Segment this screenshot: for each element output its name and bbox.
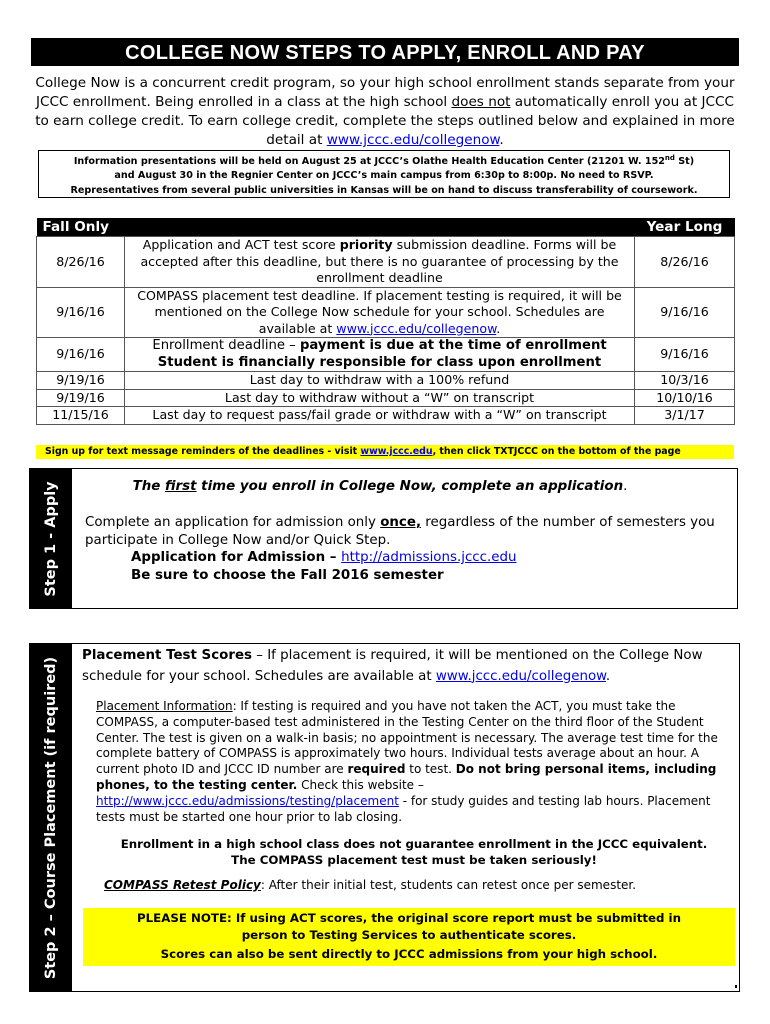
step1-label: Step 1 - Apply: [43, 480, 59, 597]
step1-sidebar: [30, 469, 72, 608]
table-header: [37, 218, 735, 237]
text-reminder-banner: Sign up for text message reminders of the deadlines - visit www.jccc.edu, then click TXTJCCC on the bottom of the page: [36, 445, 734, 459]
retest-policy: COMPASS Retest Policy: After their initial test, students can retest once per semester.: [104, 878, 637, 892]
intro-underlined: does not: [451, 94, 511, 110]
placement-test-scores: Placement Test Scores – If placement is required, it will be mentioned on the College Now schedule for your school. Schedules are available at www.jccc.edu/collegenow.: [82, 648, 703, 684]
please-note-box: PLEASE NOTE: If using ACT scores, the original score report must be submitted in person to Testing Services to authenticate scores. Scores can also be sent directly to JCCC admissions from your high school.: [83, 908, 735, 966]
fall-date: 9/19/16: [37, 389, 125, 407]
schedules-link[interactable]: www.jccc.edu/collegenow: [336, 320, 497, 336]
fall-date: 9/19/16: [37, 372, 125, 390]
table-row: [37, 389, 735, 407]
step2-label: Step 2 – Course Placement (if required): [43, 656, 59, 979]
step1-instructions: Complete an application for admission only once, regardless of the number of semesters you participate in College Now and/or Quick Step.: [85, 515, 715, 548]
application-line: Application for Admission – http://admissions.jccc.edu: [131, 550, 517, 565]
page-title: COLLEGE NOW STEPS TO APPLY, ENROLL AND PAY: [31, 38, 739, 66]
info-line-1: Information presentations will be held on August 25 at JCCC’s Olathe Health Education Center (21201 W. 152nd St): [73, 153, 695, 167]
fall-date: 9/16/16: [37, 287, 125, 338]
testing-placement-link[interactable]: http://www.jccc.edu/admissions/testing/placement: [96, 793, 399, 808]
deadline-description: Last day to request pass/fail grade or withdraw with a “W” on transcript: [125, 407, 635, 425]
admissions-link[interactable]: http://admissions.jccc.edu: [341, 550, 517, 565]
table-row: [37, 407, 735, 425]
page-mark: [735, 985, 737, 988]
deadline-description: COMPASS placement test deadline. If placement testing is required, it will be mentioned on the College Now schedule for your school. Schedules are available at www.jccc.edu/collegenow.: [125, 287, 635, 338]
header-spacer: [125, 218, 635, 237]
table-row: [37, 372, 735, 390]
table-row: [37, 237, 735, 288]
year-date: 10/3/16: [635, 372, 735, 390]
intro-text-2: automatically enroll you at JCCC to earn college credit. To earn college credit, complete the steps outlined below and explained in more detail at: [35, 94, 735, 148]
table-row: [37, 338, 735, 372]
deadline-description: Enrollment deadline – payment is due at the time of enrollment Student is financially responsible for class upon enrollment: [125, 338, 635, 372]
collegenow-link[interactable]: www.jccc.edu/collegenow: [326, 132, 500, 148]
header-year-long: Year Long: [635, 218, 735, 237]
info-presentations-box: [38, 150, 730, 198]
fall-date: 11/15/16: [37, 407, 125, 425]
jccc-home-link[interactable]: www.jccc.edu: [360, 446, 433, 457]
schedules-link-2[interactable]: www.jccc.edu/collegenow: [435, 668, 606, 684]
semester-line: Be sure to choose the Fall 2016 semester: [131, 567, 444, 583]
deadline-description: Application and ACT test score priority submission deadline. Forms will be accepted after this deadline, but there is no guarantee of processing by the enrollment deadline: [125, 237, 635, 288]
step1-body: [85, 514, 725, 584]
intro-text-1: College Now is a concurrent credit program, so your high school enrollment stands separate from your JCCC enrollment. Being enrolled in a class at the high school: [35, 75, 735, 110]
table-row: [37, 287, 735, 338]
info-line-2: and August 30 in the Regnier Center on JCCC’s main campus from 6:30p to 8:00p. No need to RSVP.: [114, 170, 654, 182]
info-line-3: Representatives from several public universities in Kansas will be on hand to discuss transferability of coursework.: [70, 184, 698, 196]
placement-information: Placement Information: If testing is required and you have not taken the ACT, you must take the COMPASS, a computer-based test administered in the Testing Center on the third floor of the Student Center. The test is given on a walk-in basis; no appointment is necessary. The average test time for the complete battery of COMPASS is approximately two hours. Individual tests average about an hour. A current photo ID and JCCC ID number are required to test. Do not bring personal items, including phones, to the testing center. Check this website – http://www.jccc.edu/admissions/testing/placement - for study guides and testing lab hours. Placement tests must be started one hour prior to lab closing.: [96, 699, 718, 824]
enrollment-warning: Enrollment in a high school class does not guarantee enrollment in the JCCC equivalent. The COMPASS placement test must be taken seriously!: [120, 837, 708, 867]
intro-paragraph: [33, 74, 737, 150]
deadline-description: Last day to withdraw with a 100% refund: [125, 372, 635, 390]
deadline-table: [36, 218, 735, 425]
year-date: 9/16/16: [635, 287, 735, 338]
step1-heading: The first time you enroll in College Now, complete an application.: [132, 479, 628, 494]
intro-end: .: [499, 132, 504, 148]
year-date: 10/10/16: [635, 389, 735, 407]
year-date: 9/16/16: [635, 338, 735, 372]
year-date: 8/26/16: [635, 237, 735, 288]
header-fall-only: Fall Only: [37, 218, 125, 237]
year-date: 3/1/17: [635, 407, 735, 425]
step2-sidebar: [30, 644, 72, 991]
fall-date: 8/26/16: [37, 237, 125, 288]
fall-date: 9/16/16: [37, 338, 125, 372]
deadline-description: Last day to withdraw without a “W” on transcript: [125, 389, 635, 407]
